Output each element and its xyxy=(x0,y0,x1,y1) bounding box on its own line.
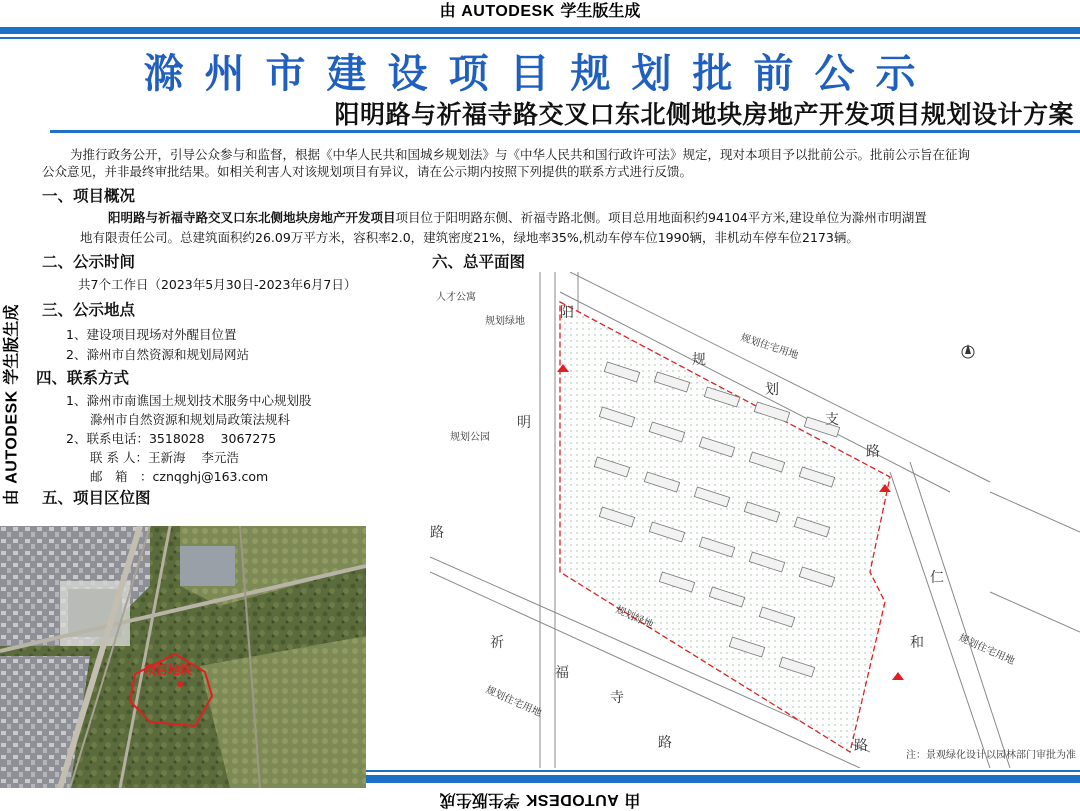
phone-2: 3067275 xyxy=(220,431,277,446)
place-heading: 三、公示地点 xyxy=(42,301,136,319)
place-item-2: 2、滁州市自然资源和规划局网站 xyxy=(66,347,249,362)
title-underline xyxy=(50,130,1080,133)
road-char-he: 和 xyxy=(910,635,924,651)
road-char-lu3: 路 xyxy=(658,735,672,751)
top-bar-thick xyxy=(0,27,1080,34)
page-title: 滁州市建设项目规划批前公示 xyxy=(143,51,937,97)
watermark-top: 由 AUTODESK 学生版生成 xyxy=(439,1,641,20)
person-1: 王新海 xyxy=(147,450,186,465)
contact-email: 邮 箱 ：cznqghj@163.com xyxy=(90,469,269,484)
road-char-fu: 福 xyxy=(555,665,569,681)
contact-org-2: 滁州市自然资源和规划局政策法规科 xyxy=(90,412,291,427)
watermark-left: 由 AUTODESK 学生版生成 xyxy=(1,304,21,506)
north-arrow-icon xyxy=(962,344,974,358)
site-plan xyxy=(430,272,1080,768)
site-plan-drawing xyxy=(430,272,1080,768)
phone-1: 3518028 xyxy=(148,431,205,446)
site-label: 项目地块 xyxy=(143,663,193,677)
label-planned-park: 规划公园 xyxy=(450,432,490,443)
site-plan-note: 注：景观绿化设计以园林部门审批为准 xyxy=(906,750,1076,761)
site-marker-icon xyxy=(177,681,183,687)
contact-heading: 四、联系方式 xyxy=(36,369,130,387)
overview-line-1: 阳明路与祈福寺路交叉口东北侧地块房地产开发项目项目位于阳明路东侧、祈福寺路北侧。项目总用地面积约94104平方米,建设单位为滁州市明湖置 xyxy=(108,210,927,225)
contact-phone: 2、联系电话：3518028 3067275 xyxy=(66,431,277,446)
road-char-lu4: 路 xyxy=(854,738,868,754)
label-planned-green-2: 规划绿地 xyxy=(613,604,655,632)
overview-heading: 一、项目概况 xyxy=(42,187,136,205)
email-address: cznqghj@163.com xyxy=(152,469,269,484)
road-char-gui: 规 xyxy=(692,352,706,368)
label-planned-green: 规划绿地 xyxy=(485,316,525,327)
site-plan-heading: 六、总平面图 xyxy=(432,253,526,271)
label-planned-residential-2: 规划住宅用地 xyxy=(483,684,544,720)
road-char-si: 寺 xyxy=(610,690,624,706)
page-subtitle: 阳明路与祈福寺路交叉口东北侧地块房地产开发项目规划设计方案 xyxy=(334,100,1074,129)
road-char-ming: 明 xyxy=(517,415,531,431)
project-name: 阳明路与祈福寺路交叉口东北侧地块房地产开发项目 xyxy=(108,210,396,225)
satellite-image xyxy=(0,526,366,788)
road-char-yang: 阳 xyxy=(560,305,574,321)
intro-line-2: 公众意见，并非最终审批结果。如相关利害人对该规划项目有异议，请在公示期内按照下列提供的联系方式进行反馈。 xyxy=(42,164,693,179)
overview-line-2: 地有限责任公司。总建筑面积约26.09万平方米，容积率2.0，建筑密度21%，绿地率35%,机动车停车位1990辆，非机动车停车位2173辆。 xyxy=(80,230,859,245)
time-text: 共7个工作日（2023年5月30日-2023年6月7日） xyxy=(78,277,357,292)
road-char-lu: 路 xyxy=(430,525,444,541)
label-talent-apartment: 人才公寓 xyxy=(436,292,476,303)
intro-line-1: 为推行政务公开，引导公众参与和监督，根据《中华人民共和国城乡规划法》与《中华人民共和国行政许可法》规定，现对本项目予以批前公示。批前公示旨在征询 xyxy=(70,147,971,162)
road-char-hua: 划 xyxy=(765,382,779,398)
label-planned-residential-1: 规划住宅用地 xyxy=(739,332,800,362)
contact-org-1: 1、滁州市南谯国土规划技术服务中心规划股 xyxy=(66,393,312,408)
road-char-qi: 祈 xyxy=(490,635,504,651)
road-char-zhi: 支 xyxy=(825,412,839,428)
person-2: 李元浩 xyxy=(201,450,239,465)
location-map xyxy=(0,526,366,788)
watermark-bottom: 由 AUTODESK 学生版生成 xyxy=(439,791,641,810)
top-bar-thin xyxy=(0,37,1080,39)
road-char-lu2: 路 xyxy=(866,444,880,460)
contact-person: 联 系 人：王新海 李元浩 xyxy=(90,450,239,465)
place-item-1: 1、建设项目现场对外醒目位置 xyxy=(66,327,237,342)
label-planned-residential-3: 规划住宅用地 xyxy=(956,632,1017,668)
location-heading: 五、项目区位图 xyxy=(42,489,151,507)
road-char-ren: 仁 xyxy=(930,570,944,586)
time-heading: 二、公示时间 xyxy=(42,253,136,271)
